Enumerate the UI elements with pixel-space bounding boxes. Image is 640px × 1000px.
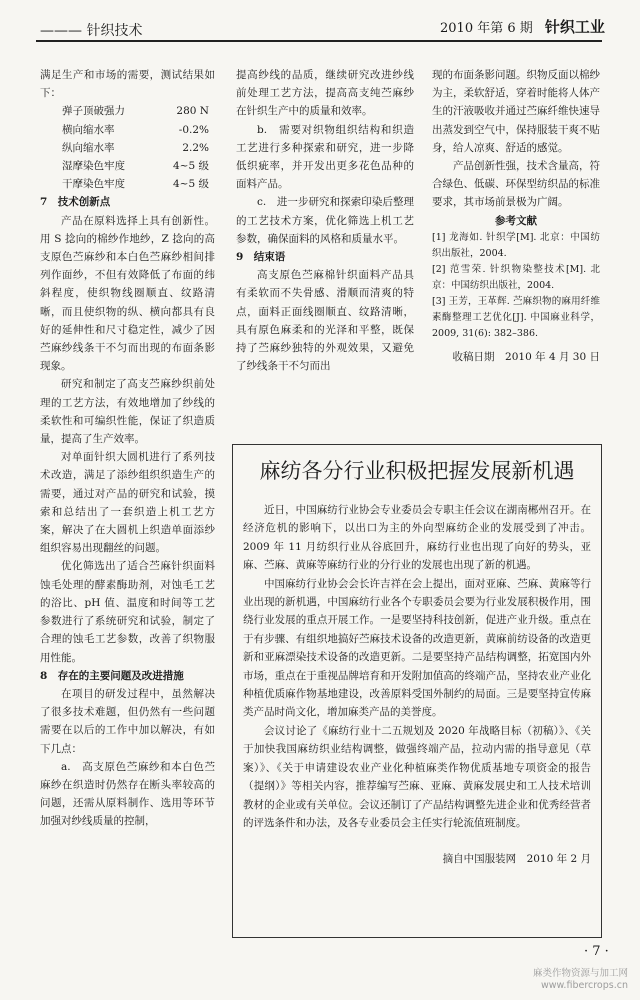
column-2 [236,66,414,375]
paragraph: 现的布面条影问题。织物反面以棉纱为主，柔软舒适，穿着时能将人体产生的汗液吸收并通过苎麻纤维快速导出蒸发到空气中，保持服装干爽不贴身，给人凉爽、舒适的感觉。 [432,69,600,154]
journal-name: 针织工业 [544,18,605,36]
reference-item: [3] 王芳，王革辉. 苎麻织物的麻用纤维素酶整理工艺优化[J]. 中国麻业科学，2009, 31(6): 382–386. [432,295,600,339]
paragraph: 研究和制定了高支苎麻纱织前处理的工艺方法，有效地增加了纱线的柔软性和可编织性能，保证了织造质量，提高了生产效率。 [40,378,215,446]
header-rule [36,40,602,42]
paragraph: 对单面针织大圆机进行了系列技术改造，满足了添纱组织织造生产的需要，通过对产品的研究和试验，摸索和总结出了一套织造上机工艺方案，解决了在大圆机上织造单面添纱组织容易出现翻丝的问题。 [40,451,215,555]
news-title: 麻纺各分行业积极把握发展新机遇 [259,459,575,483]
paragraph: 中国麻纺行业协会会长许吉祥在会上提出，面对亚麻、苎麻、黄麻等行业出现的新机遇，中国麻纺行业各个专职委员会要为行业发展积极作用，围绕行业发展的重点开展工作。一是要坚持科技创新，促进产业升级。重点在于有步骤、有组织地搞好苎麻技术设备的改造更新，黄麻前纺设备的改造更新和亚麻漂染技术设备的改造更新。二是要坚持产品结构调整，拓宽国内外市场，重点在于重视品牌培育和开发附加值高的终端产品，坚持农业产业化种植优质麻作物基地建设，改善原料受国外制约的局面。三是要坚持宣传麻类产品时尚文化，增加麻类产品的美誉度。 [243,577,591,719]
references-heading: 参考文献 [495,214,537,227]
paragraph: 优化筛选出了适合苎麻针织面料蚀毛处理的酵素酶助剂，对蚀毛工艺的浴比、pH 值、温度和时间等工艺参数进行了系统研究和试验，制定了合理的蚀毛工艺参数，改善了织物服用性能。 [40,560,215,664]
watermark [533,968,628,992]
spec-value: 4~5 级 [173,178,209,191]
spec-row [40,102,215,120]
spec-name: 弹子顶破强力 [62,105,125,118]
received-date: 收稿日期 2010 年 4 月 30 日 [452,350,600,363]
spec-row [40,175,215,193]
paragraph: 在项目的研发过程中，虽然解决了很多技术难题，但仍然有一些问题需要在以后的工作中加以解决，有如下几点： [40,687,215,755]
spec-name: 横向缩水率 [62,123,115,136]
section-title: ——— 针织技术 [40,23,143,39]
issue-label: 2010 年第 6 期 [440,21,533,36]
paragraph: 高支原色苎麻棉针织面料产品具有柔软而不失骨感、滑顺而清爽的特点，面料正面线圈顺直、纹路清晰，具有原色麻柔和的光泽和平整，既保持了苎麻纱独特的外观效果，又避免了纱线条干不匀而出 [236,269,414,373]
spec-value: -0.2% [178,123,209,136]
spec-row [40,139,215,157]
spec-value: 280 N [176,105,209,118]
paragraph: c. 进一步研究和探索印染后整理的工艺技术方案，优化筛选上机工艺参数，确保面料的风格和质量水平。 [236,196,414,245]
news-source: 摘自中国服装网 2010 年 2 月 [442,853,591,866]
paragraph: 会议讨论了《麻纺行业十二五规划及 2020 年战略目标（初稿）》、《关于加快我国麻纺织业结构调整，做强终端产品，拉动内需的指导意见（草案）》、《关于申请建设农业产业化种植麻类作物优质基地专项资金的报告（提纲）》等相关内容，推荐编写苎麻、亚麻、黄麻发展史和工人技术培训教材的企业或有关单位。会议还制订了产品结构调整先进企业和优秀经营者的评选条件和办法，及各专业委员会主任实行轮流值班制度。 [243,724,591,829]
test-intro: 满足生产和市场的需要，测试结果如下： [40,69,215,100]
reference-item: [2] 范雪荣. 针织物染整技术[M]. 北京：中国纺织出版社，2004. [432,263,600,291]
news-box [232,444,602,938]
section-9-heading: 9 结束语 [236,251,286,264]
column-3 [432,66,600,366]
spec-value: 4~5 级 [173,160,209,173]
column-1 [40,66,215,831]
section-8-heading: 8 存在的主要问题及改进措施 [40,669,184,682]
paragraph: 产品在原料选择上具有创新性。用 S 捻向的棉纱作地纱，Z 捻向的高支原色苎麻纱和本白色苎麻纱相间排列作面纱，不但有效降低了布面的纬斜程度，使织物线圈顺直、纹路清晰，而且使织物的纵、横向都具有良好的延伸性和尺寸稳定性，减少了因苎麻纱线条干不匀而出现的布面条影现象。 [40,214,215,373]
spec-name: 湿摩染色牢度 [62,160,125,173]
journal-header [440,16,605,37]
spec-row [40,121,215,139]
watermark-line: 麻类作物资源与加工网 [532,968,628,979]
page-number: · 7 · [584,944,609,959]
paragraph: 产品创新性强，技术含量高，符合绿色、低碳、环保型纺织品的标准要求，其市场前景极为广阔。 [432,160,600,209]
paragraph: b. 需要对织物组织结构和织造工艺进行多种探索和研究，进一步降低织疵率，并开发出更多花色品种的面料产品。 [236,123,414,191]
paragraph: 近日，中国麻纺行业协会专业委员会专职主任会议在湖南郴州召开。在经济危机的影响下，以出口为主的外向型麻纺企业的发展受到了冲击。2009 年 11 月纺织行业从谷底回升，麻纺行业也出现了向好的势头，亚麻、苎麻、黄麻等麻纺行业的分行业的发展也出现了新的机遇。 [243,504,591,572]
paragraph: a. 高支原色苎麻纱和本白色苎麻纱在织造时仍然存在断头率较高的问题，还需从原料制作、选用等环节加强对纱线质量的控制， [40,760,215,828]
watermark-url: www.fibercrops.cn [541,980,628,991]
spec-name: 纵向缩水率 [62,141,115,154]
spec-name: 干摩染色牢度 [62,178,125,191]
reference-item: [1] 龙海如. 针织学[M]. 北京：中国纺织出版社，2004. [432,231,600,259]
spec-value: 2.2% [182,141,209,154]
spec-row [40,157,215,175]
section-7-heading: 7 技术创新点 [40,196,111,209]
paragraph: 提高纱线的品质，继续研究改进纱线前处理工艺方法，提高高支纯苎麻纱在针织生产中的质量和效率。 [236,69,414,118]
news-body [243,501,591,869]
